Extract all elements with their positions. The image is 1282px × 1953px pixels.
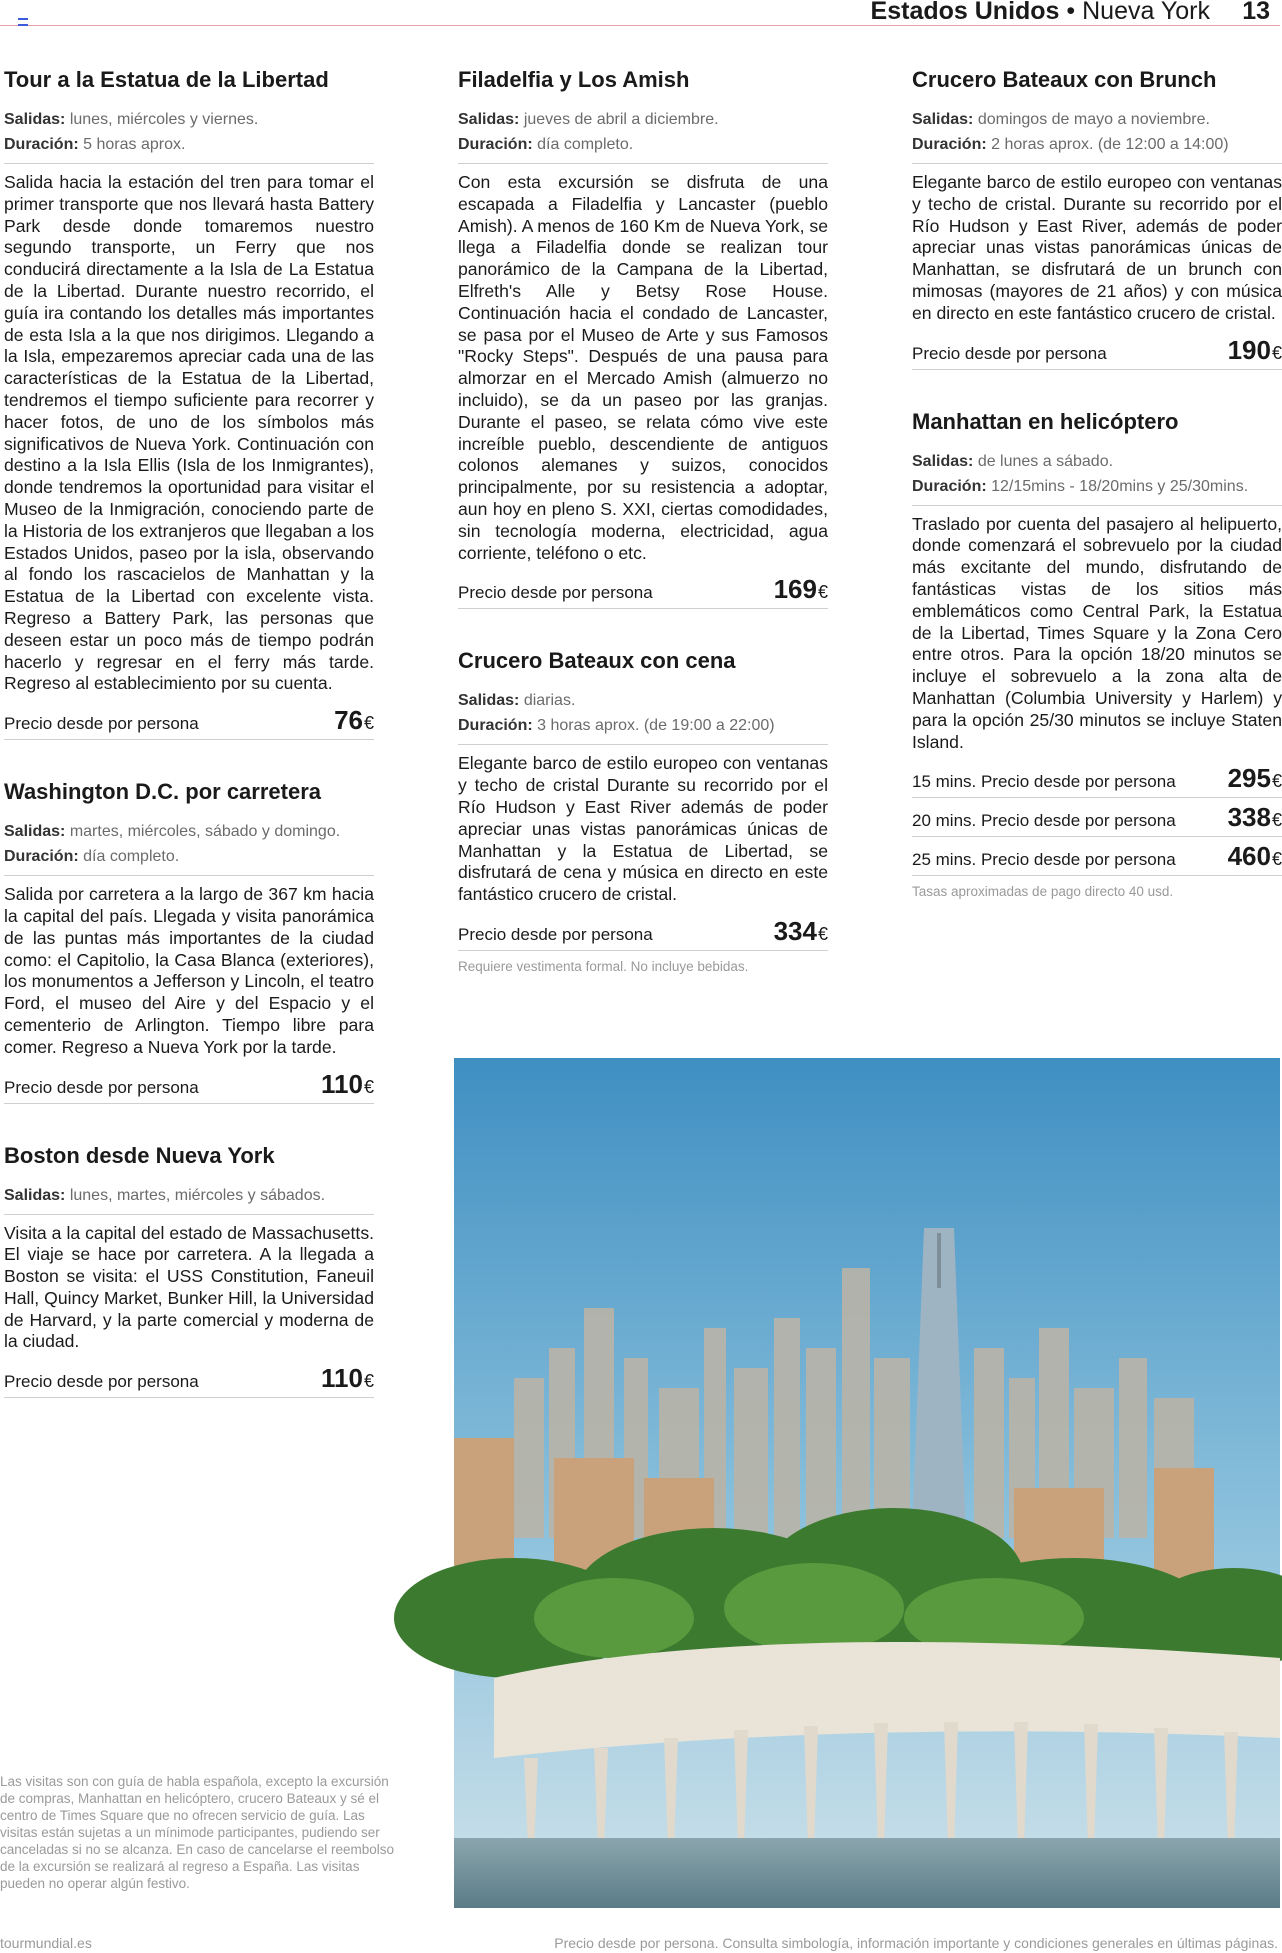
tour-bateaux-brunch — [912, 66, 1282, 370]
tour-title: Filadelfia y Los Amish — [458, 67, 690, 92]
tour-title: Manhattan en helicóptero — [912, 408, 1179, 434]
price-label: 25 mins. Precio desde por persona — [912, 850, 1176, 870]
price-row — [4, 705, 374, 740]
footer-site[interactable]: tourmundial.es — [0, 1935, 92, 1951]
price-row-25min — [912, 841, 1282, 876]
column-middle — [458, 66, 828, 1012]
price-label: 15 mins. Precio desde por persona — [912, 772, 1176, 792]
departures: Salidas: diarias. — [458, 692, 576, 710]
price-value: 338€ — [1227, 802, 1282, 833]
price-label: Precio desde por persona — [458, 924, 653, 944]
departures: Salidas: martes, miércoles, sábado y domingo. — [4, 823, 341, 841]
departures: Salidas: lunes, martes, miércoles y sábados. — [4, 1186, 326, 1204]
tour-statue-of-liberty — [4, 66, 374, 740]
price-label: Precio desde por persona — [4, 1077, 199, 1097]
tour-bateaux-dinner — [458, 647, 828, 974]
duration: Duración: 5 horas aprox. — [4, 136, 186, 153]
tour-title: Boston desde Nueva York — [4, 1142, 275, 1168]
tour-boston — [4, 1142, 374, 1399]
menu-icon — [18, 18, 28, 26]
departures: Salidas: lunes, miércoles y viernes. — [4, 111, 259, 128]
price-label: 20 mins. Precio desde por persona — [912, 811, 1176, 831]
price-row — [912, 335, 1282, 370]
tour-meta — [458, 107, 828, 164]
tour-philadelphia-amish — [458, 66, 828, 609]
price-value: 169€ — [773, 574, 828, 605]
tour-title: Washington D.C. por carretera — [4, 779, 322, 805]
price-row — [4, 1069, 374, 1104]
tour-description: Elegante barco de estilo europeo con ventanas y techo de cristal Durante su recorrido por el Río Hudson y East River además de poder apreciar unas vistas panorámicas únicas de Manhattan y la Estatua de Libertad, se disfrutará de cena y música en directo en este fantástico crucero de cristal. — [458, 753, 828, 905]
tour-helicopter — [912, 408, 1282, 900]
tour-meta — [4, 107, 374, 164]
price-label: Precio desde por persona — [4, 714, 199, 734]
price-label: Precio desde por persona — [458, 583, 653, 603]
price-row — [4, 1363, 374, 1398]
column-left — [4, 66, 374, 1436]
duration: Duración: 3 horas aprox. (de 19:00 a 22:00) — [458, 717, 775, 735]
page-number: 13 — [1242, 0, 1270, 25]
departures: Salidas: de lunes a sábado. — [912, 452, 1114, 470]
duration: Duración: 12/15mins - 18/20mins y 25/30mins. — [912, 477, 1249, 495]
photo-illustration — [454, 1058, 1280, 1908]
tour-meta — [912, 107, 1282, 164]
price-value: 295€ — [1227, 763, 1282, 794]
price-row — [458, 916, 828, 951]
disclaimer: Las visitas son con guía de habla española, excepto la excursión de compras, Manhattan en helicóptero, crucero Bateaux y sé el centro de Times Square que no ofrecen servicio de guía. Las visitas están sujetas a un mínimode participantes, pudiendo ser canceladas si no se alcanza. En caso de cancelarse el reembolso de la excursión se realizará al regreso a España. Las visitas pueden no operar algún festivo. — [0, 1774, 394, 1891]
tour-description: Visita a la capital del estado de Massachusetts. El viaje se hace por carretera. A la llegada a Boston se visita: el USS Constitution, Faneuil Hall, Quincy Market, Bunker Hill, la Universidad de Harvard, y la parte comercial y moderna de la ciudad. — [4, 1222, 374, 1352]
price-value: 190€ — [1227, 334, 1282, 365]
header-city: Nueva York — [1082, 0, 1210, 25]
price-value: 110€ — [321, 1363, 374, 1394]
price-label: Precio desde por persona — [912, 343, 1107, 363]
price-value: 460€ — [1227, 841, 1282, 872]
price-label: Precio desde por persona — [4, 1372, 199, 1392]
tour-meta — [458, 688, 828, 745]
price-row — [458, 574, 828, 609]
price-row-15min — [912, 763, 1282, 798]
tour-description: Con esta excursión se disfruta de una escapada a Filadelfia y Lancaster (pueblo Amish). A menos de 160 Km de Nueva York, se llega a Filadelfia donde se realizan tour panorámico de la Campana de la Libertad, Elfreth's Alle y Betsy Rose House. Continuación hacia el condado de Lancaster, se pasa por el Museo de Arte y sus Famosos "Rocky Steps". Después de una pausa para almorzar en el Mercado Amish (almuerzo no incluido), se da un paseo por las granjas. Durante el paseo, se relata cómo vive este increíble pueblo, descendiente de antiguos colonos alemanes y suizos, conocidos principalmente, por su resistencia a adoptar, aun hoy en pleno S. XXI, ciertas comodidades, sin tecnología moderna, electricidad, agua corriente, teléfono o etc. — [458, 172, 828, 563]
photo-little-island-manhattan — [454, 1058, 1280, 1908]
tour-title: Crucero Bateaux con cena — [458, 648, 736, 674]
tour-description: Traslado por cuenta del pasajero al helipuerto, donde comenzará el sobrevuelo por la ciudad más excitante del mundo, disfrutando de fantásticas vistas de los sitios más emblemáticos como Central Park, la Estatua de la Libertad, Times Square y la Zona Cero entre otros. Para la opción 18/20 minutos se incluye el sobrevuelo a la zona alta de Manhattan (Columbia University y Harlem) y para la opción 25/30 minutos se incluye Staten Island. — [912, 513, 1282, 752]
departures: Salidas: jueves de abril a diciembre. — [458, 111, 719, 128]
tour-note: Requiere vestimenta formal. No incluye bebidas. — [458, 958, 749, 974]
duration: Duración: día completo. — [4, 848, 180, 866]
departures: Salidas: domingos de mayo a noviembre. — [912, 111, 1210, 128]
tour-description: Salida hacia la estación del tren para tomar el primer transporte que nos llevará hasta Battery Park desde donde tomaremos nuestro segundo transporte, un Ferry que nos conducirá directamente a la Isla de La Estatua de la Libertad. Durante nuestro recorrido, el guía ira contando los detalles más importantes de esta Isla a la que nos dirigimos. Llegando a la Isla, empezaremos apreciar cada una de las características de la Estatua de la Libertad, tendremos el tiempo suficiente para recorrer y hacer fotos, de uno de los símbolos más significativos de Nueva York. Continuación con destino a la Isla Ellis (Isla de los Inmigrantes), donde tendremos la oportunidad para visitar el Museo de la Inmigración, conociendo parte de la Historia de los extranjeros que llegaban a los Estados Unidos, paseo por la isla, observando al fondo los rascacielos de Manhattan y la Estatua de la Libertad con excelente vista. Regreso a Battery Park, las personas que deseen estar un poco más de tiempo podrán hacerlo y regresar en el ferry más tarde. Regreso al establecimiento por su cuenta. — [4, 172, 374, 694]
tour-meta — [912, 449, 1282, 506]
tour-title: Tour a la Estatua de la Libertad — [4, 67, 329, 92]
tour-title: Crucero Bateaux con Brunch — [912, 67, 1217, 92]
price-row-20min — [912, 802, 1282, 837]
header-separator: • — [1059, 0, 1083, 25]
header-country: Estados Unidos — [870, 0, 1060, 25]
tour-description: Salida por carretera a la largo de 367 km hacia la capital del país. Llegada y visita panorámica de las puntas más importantes de la ciudad como: el Capitolio, la Casa Blanca (exteriores), los monumentos a Jefferson y Lincoln, el teatro Ford, el museo del Aire y del Espacio y el cementerio de Arlington. Tiempo libre para comer. Regreso a Nueva York por la tarde. — [4, 884, 374, 1057]
duration: Duración: 2 horas aprox. (de 12:00 a 14:00) — [912, 136, 1229, 153]
tour-meta — [4, 819, 374, 876]
duration: Duración: día completo. — [458, 136, 634, 153]
page-header — [871, 0, 1210, 26]
footer-legal: Precio desde por persona. Consulta simbología, información importante y condiciones generales en últimas páginas. — [554, 1935, 1278, 1951]
tour-meta — [4, 1183, 374, 1215]
tour-description: Elegante barco de estilo europeo con ventanas y techo de cristal. Durante su recorrido por el Río Hudson y East River, además de poder apreciar unas vistas panorámicas únicas de Manhattan, se disfrutará de un brunch con mimosas (mayores de 21 años) y con música en directo en este fantástico crucero de cristal. — [912, 172, 1282, 323]
price-value: 334€ — [773, 915, 828, 946]
price-value: 76€ — [334, 705, 374, 736]
column-right — [912, 66, 1282, 937]
price-value: 110€ — [321, 1068, 374, 1099]
tour-washington — [4, 778, 374, 1103]
tour-note: Tasas aproximadas de pago directo 40 usd. — [912, 884, 1174, 900]
